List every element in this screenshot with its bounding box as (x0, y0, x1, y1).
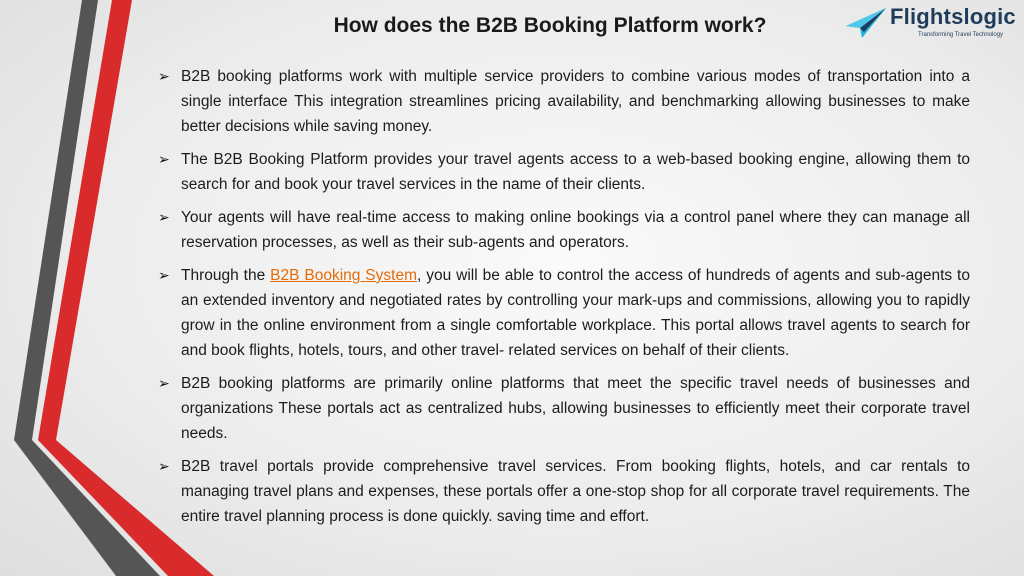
arrow-bullet-icon: ➢ (158, 267, 170, 283)
gray-stripe-lower (14, 440, 160, 576)
bullet-list (158, 64, 970, 537)
paper-plane-icon (844, 6, 888, 42)
arrow-bullet-icon: ➢ (158, 375, 170, 391)
bullet-item (158, 64, 970, 139)
logo-name: Flightslogic (890, 4, 1016, 29)
bullet-item (158, 454, 970, 529)
bullet-item (158, 263, 970, 363)
bullet-text-before: Through the (181, 267, 271, 284)
bullet-text: B2B travel portals provide comprehensive travel services. From booking flights, hotels, and car rentals to managing travel plans and expenses, these portals offer a one-stop shop for all corporate travel requirements. The entire travel planning process is done quickly. saving time and effort. (181, 458, 970, 525)
arrow-bullet-icon: ➢ (158, 209, 170, 225)
arrow-bullet-icon: ➢ (158, 151, 170, 167)
bullet-text: The B2B Booking Platform provides your travel agents access to a web-based booking engine, allowing them to search for and book your travel services in the name of their clients. (181, 151, 970, 193)
slide-title: How does the B2B Booking Platform work? (333, 14, 767, 37)
bullet-text: B2B booking platforms are primarily online platforms that meet the specific travel needs of businesses and organizations These portals act as centralized hubs, allowing businesses to efficiently meet their corporate travel needs. (181, 375, 970, 442)
logo-tagline: Transforming Travel Technology (918, 32, 1004, 38)
bullet-text: Your agents will have real-time access to making online bookings via a control panel where they can manage all reservation processes, as well as their sub-agents and operators. (181, 209, 970, 251)
bullet-text: B2B booking platforms work with multiple service providers to combine various modes of transportation into a single interface This integration streamlines pricing availability, and benchmarking allowing businesses to make better decisions while saving money. (181, 68, 970, 135)
arrow-bullet-icon: ➢ (158, 458, 170, 474)
company-logo (844, 4, 1016, 44)
bullet-item (158, 147, 970, 197)
bullet-text-after: , you will be able to control the access of hundreds of agents and sub-agents to an extended inventory and negotiated rates by controlling your mark-ups and commissions, allowing you to rapidly grow in the online environment from a single comfortable workplace. This portal allows travel agents to search for and book flights, hotels, tours, and other travel- related services on behalf of their clients. (181, 267, 970, 359)
bullet-item (158, 205, 970, 255)
arrow-bullet-icon: ➢ (158, 68, 170, 84)
b2b-booking-system-link[interactable]: B2B Booking System (270, 267, 417, 284)
bullet-item (158, 371, 970, 446)
